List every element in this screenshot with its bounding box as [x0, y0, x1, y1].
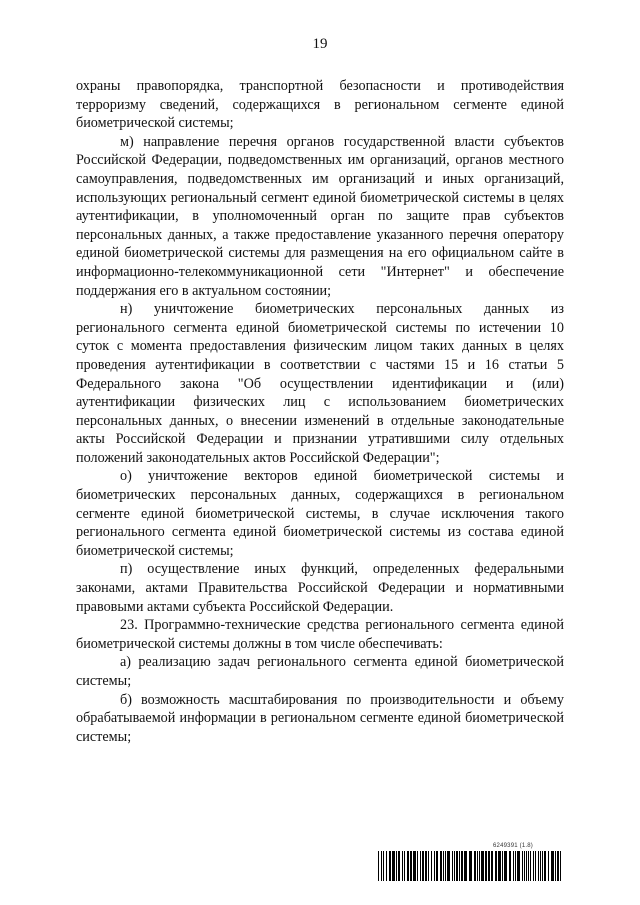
paragraph: 23. Программно-технические средства регионального сегмента единой биометрической системы должны в том числе обеспечивать:	[76, 617, 564, 652]
document-code: 6249391 (1.8)	[493, 843, 533, 849]
paragraph: н) уничтожение биометрических персональных данных из регионального сегмента единой биометрической системы по истечении 10 суток с момента предоставления физическим лицом таких данных в целях проведения аутентификации в соответствии с частями 15 и 16 статьи 5 Федерального закона "Об осуществлении идентификации и (или) аутентификации физических лиц с использованием биометрических персональных данных, о внесении изменений в отдельные законодательные акты Российской Федерации и признании утратившими силу отдельных положений законодательных актов Российской Федерации";	[76, 301, 564, 466]
page-number: 19	[312, 36, 328, 52]
paragraph: м) направление перечня органов государственной власти субъектов Российской Федерации, подведомственных им организаций, органов местного самоуправления, подведомственных им организаций и иных организаций, использующих региональный сегмент единой биометрической системы в целях аутентификации, в уполномоченный орган по защите прав субъектов персональных данных, а также предоставление указанного перечня оператору единой биометрической системы для размещения на его официальном сайте в информационно-телекоммуникационной сети "Интернет" и обеспечение поддержания его в актуальном состоянии;	[76, 133, 564, 299]
paragraph: а) реализацию задач регионального сегмента единой биометрической системы;	[76, 654, 564, 689]
barcode-icon	[378, 851, 564, 881]
paragraph: о) уничтожение векторов единой биометрической системы и биометрических персональных данных, содержащихся в региональном сегменте единой биометрической системы, в случае исключения такого регионального сегмента единой биометрической системы из состава единой биометрической системы;	[76, 468, 564, 559]
paragraph: б) возможность масштабирования по производительности и объему обрабатываемой информации в региональном сегменте единой биометрической системы;	[76, 691, 564, 745]
document-body	[76, 77, 564, 746]
paragraph: охраны правопорядка, транспортной безопасности и противодействия терроризму сведений, содержащихся в региональном сегменте единой биометрической системы;	[76, 78, 564, 132]
paragraph: п) осуществление иных функций, определенных федеральными законами, актами Правительства Российской Федерации и нормативными правовыми актами субъекта Российской Федерации.	[76, 561, 564, 615]
